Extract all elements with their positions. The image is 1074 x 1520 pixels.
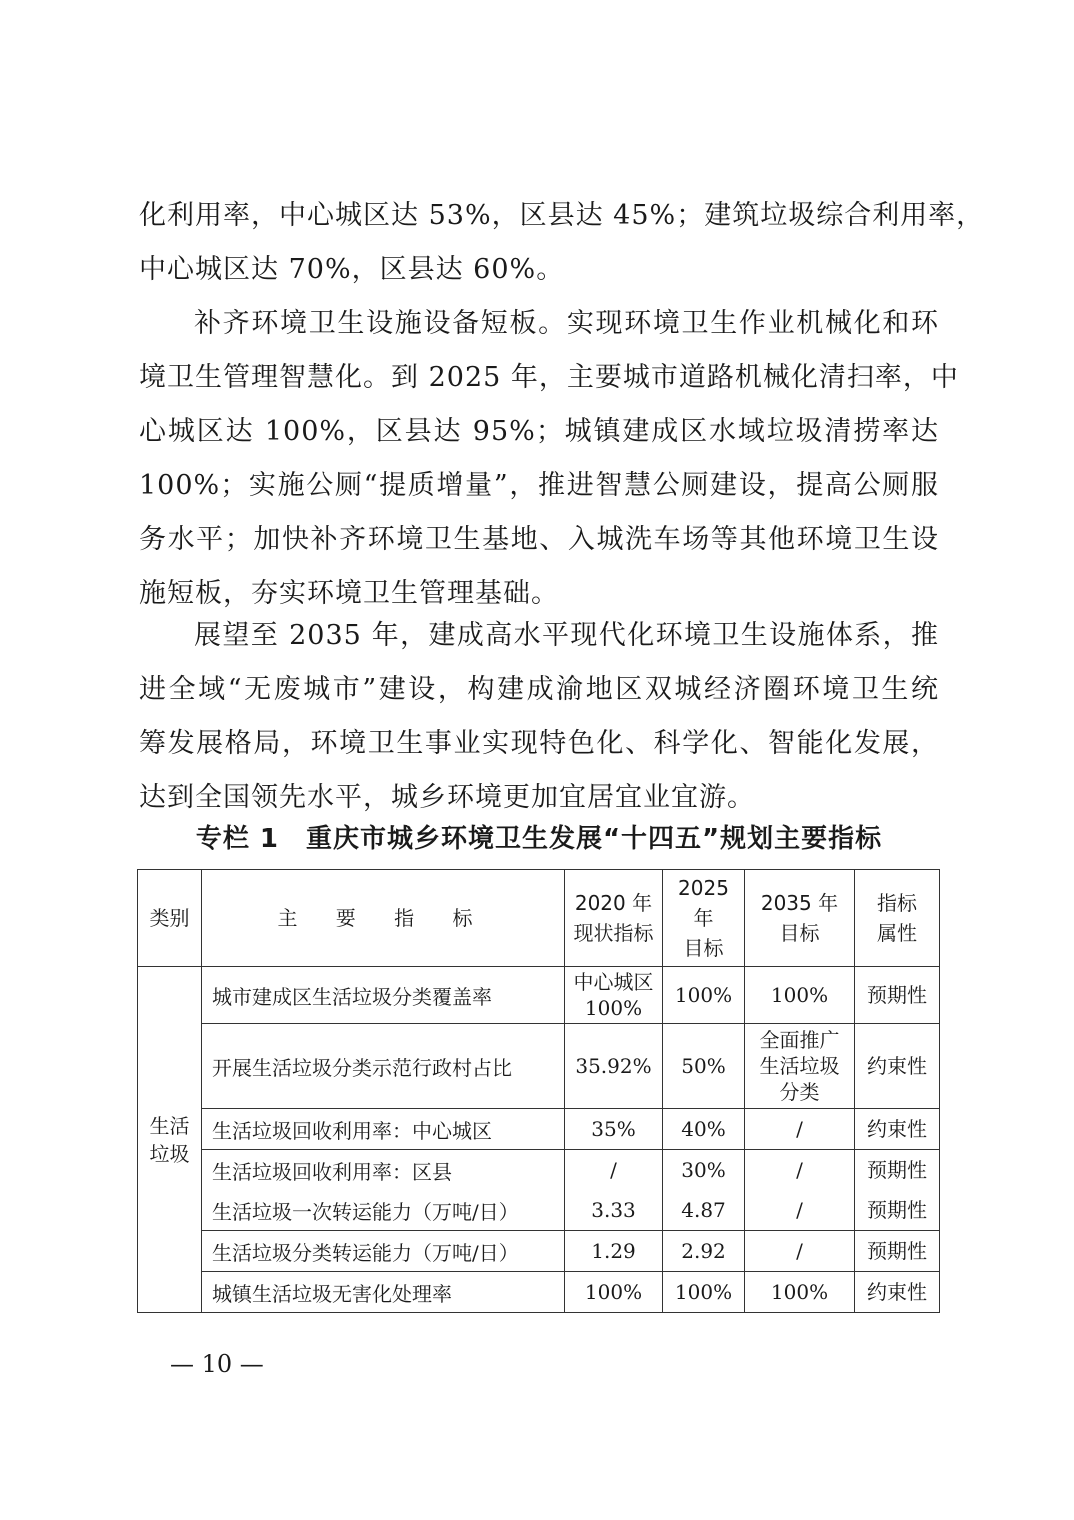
value-2025-cell: 4.87 <box>663 1190 745 1231</box>
value-2025-cell: 40% <box>663 1109 745 1150</box>
paragraph-outlook-2035 <box>139 609 939 825</box>
table-title: 专栏 1 重庆市城乡环境卫生发展“十四五”规划主要指标 <box>195 824 883 854</box>
header-text: 目标 <box>779 921 820 945</box>
cell-text: 100% <box>584 996 643 1020</box>
value-2020-cell: 35% <box>565 1109 663 1150</box>
value-2020-cell: 3.33 <box>565 1190 663 1231</box>
category-text: 垃圾 <box>149 1141 190 1166</box>
value-2035-cell <box>745 1024 855 1109</box>
cell-text: 生活垃圾 <box>759 1054 840 1078</box>
header-indicator-label: 主 要 指 标 <box>277 906 489 930</box>
table-row <box>138 1231 940 1272</box>
value-2020-cell: 35.92% <box>565 1024 663 1109</box>
text-line: 进全域“无废城市”建设，构建成渝地区双城经济圈环境卫生统 <box>139 674 939 705</box>
text-line: 化利用率，中心城区达 53%，区县达 45%；建筑垃圾综合利用率， <box>139 200 985 231</box>
indicator-cell: 生活垃圾一次转运能力（万吨/日） <box>202 1190 565 1231</box>
header-text: 指标 <box>877 891 917 915</box>
value-2025-cell: 50% <box>663 1024 745 1109</box>
value-2020-cell: 100% <box>565 1272 663 1313</box>
text-line: 施短板，夯实环境卫生管理基础。 <box>139 578 559 609</box>
attribute-cell: 预期性 <box>855 1231 940 1272</box>
header-text: 现状指标 <box>573 921 654 945</box>
header-text: 年 <box>693 906 714 930</box>
value-2035-cell: / <box>745 1109 855 1150</box>
header-2020-status <box>565 870 663 967</box>
indicator-cell: 开展生活垃圾分类示范行政村占比 <box>202 1024 565 1109</box>
indicator-cell: 城市建成区生活垃圾分类覆盖率 <box>202 967 565 1024</box>
table-header-row <box>138 870 940 967</box>
header-text: 2020 年 <box>574 891 653 915</box>
value-2020-cell: 1.29 <box>565 1231 663 1272</box>
paragraph-recycling-rates <box>139 189 985 297</box>
header-2025-target <box>663 870 745 967</box>
value-2035-cell: 100% <box>745 1272 855 1313</box>
paragraph-facilities <box>139 297 959 621</box>
value-2025-cell: 100% <box>663 1272 745 1313</box>
value-2020-cell <box>565 967 663 1024</box>
header-category: 类别 <box>138 870 202 967</box>
attribute-cell: 约束性 <box>855 1109 940 1150</box>
text-line: 达到全国领先水平，城乡环境更加宜居宜业宜游。 <box>139 782 755 813</box>
indicator-cell: 生活垃圾回收利用率：中心城区 <box>202 1109 565 1150</box>
value-2025-cell: 100% <box>663 967 745 1024</box>
header-text: 2025 <box>678 876 729 900</box>
value-2035-cell: 100% <box>745 967 855 1024</box>
cell-text: 分类 <box>779 1080 820 1104</box>
text-line: 筹发展格局，环境卫生事业实现特色化、科学化、智能化发展， <box>139 728 939 759</box>
text-line: 展望至 2035 年，建成高水平现代化环境卫生设施体系，推 <box>194 620 939 651</box>
value-2020-cell: / <box>565 1150 663 1191</box>
text-line: 心城区达 100%，区县达 95%；城镇建成区水域垃圾清捞率达 <box>139 416 939 447</box>
category-cell <box>138 967 202 1313</box>
cell-text: 全面推广 <box>759 1028 840 1052</box>
header-text: 目标 <box>683 936 724 960</box>
table-row <box>138 1109 940 1150</box>
table-row <box>138 967 940 1024</box>
value-2035-cell: / <box>745 1231 855 1272</box>
header-text: 属性 <box>877 921 917 945</box>
indicator-cell: 城镇生活垃圾无害化处理率 <box>202 1272 565 1313</box>
table-row <box>138 1150 940 1191</box>
value-2035-cell: / <box>745 1150 855 1191</box>
attribute-cell: 预期性 <box>855 967 940 1024</box>
attribute-cell: 预期性 <box>855 1190 940 1231</box>
header-attribute <box>855 870 940 967</box>
table-row <box>138 1272 940 1313</box>
text-line: 境卫生管理智慧化。到 2025 年，主要城市道路机械化清扫率，中 <box>139 362 959 393</box>
value-2035-cell: / <box>745 1190 855 1231</box>
header-text: 2035 年 <box>760 891 839 915</box>
text-line: 补齐环境卫生设施设备短板。实现环境卫生作业机械化和环 <box>194 308 939 339</box>
header-indicator <box>202 870 565 967</box>
header-2035-target <box>745 870 855 967</box>
attribute-cell: 预期性 <box>855 1150 940 1191</box>
table-row <box>138 1024 940 1109</box>
text-line: 中心城区达 70%，区县达 60%。 <box>139 254 565 285</box>
indicator-table <box>137 869 940 1313</box>
text-line: 务水平；加快补齐环境卫生基地、入城洗车场等其他环境卫生设 <box>139 524 939 555</box>
attribute-cell: 约束性 <box>855 1272 940 1313</box>
page-number: — 10 — <box>170 1350 264 1378</box>
category-text: 生活 <box>149 1113 190 1138</box>
text-line: 100%；实施公厕“提质增量”，推进智慧公厕建设，提高公厕服 <box>139 470 939 501</box>
attribute-cell: 约束性 <box>855 1024 940 1109</box>
value-2025-cell: 30% <box>663 1150 745 1191</box>
indicator-cell: 生活垃圾回收利用率：区县 <box>202 1150 565 1191</box>
value-2025-cell: 2.92 <box>663 1231 745 1272</box>
indicator-cell: 生活垃圾分类转运能力（万吨/日） <box>202 1231 565 1272</box>
table-row <box>138 1190 940 1231</box>
cell-text: 中心城区 <box>573 970 654 994</box>
